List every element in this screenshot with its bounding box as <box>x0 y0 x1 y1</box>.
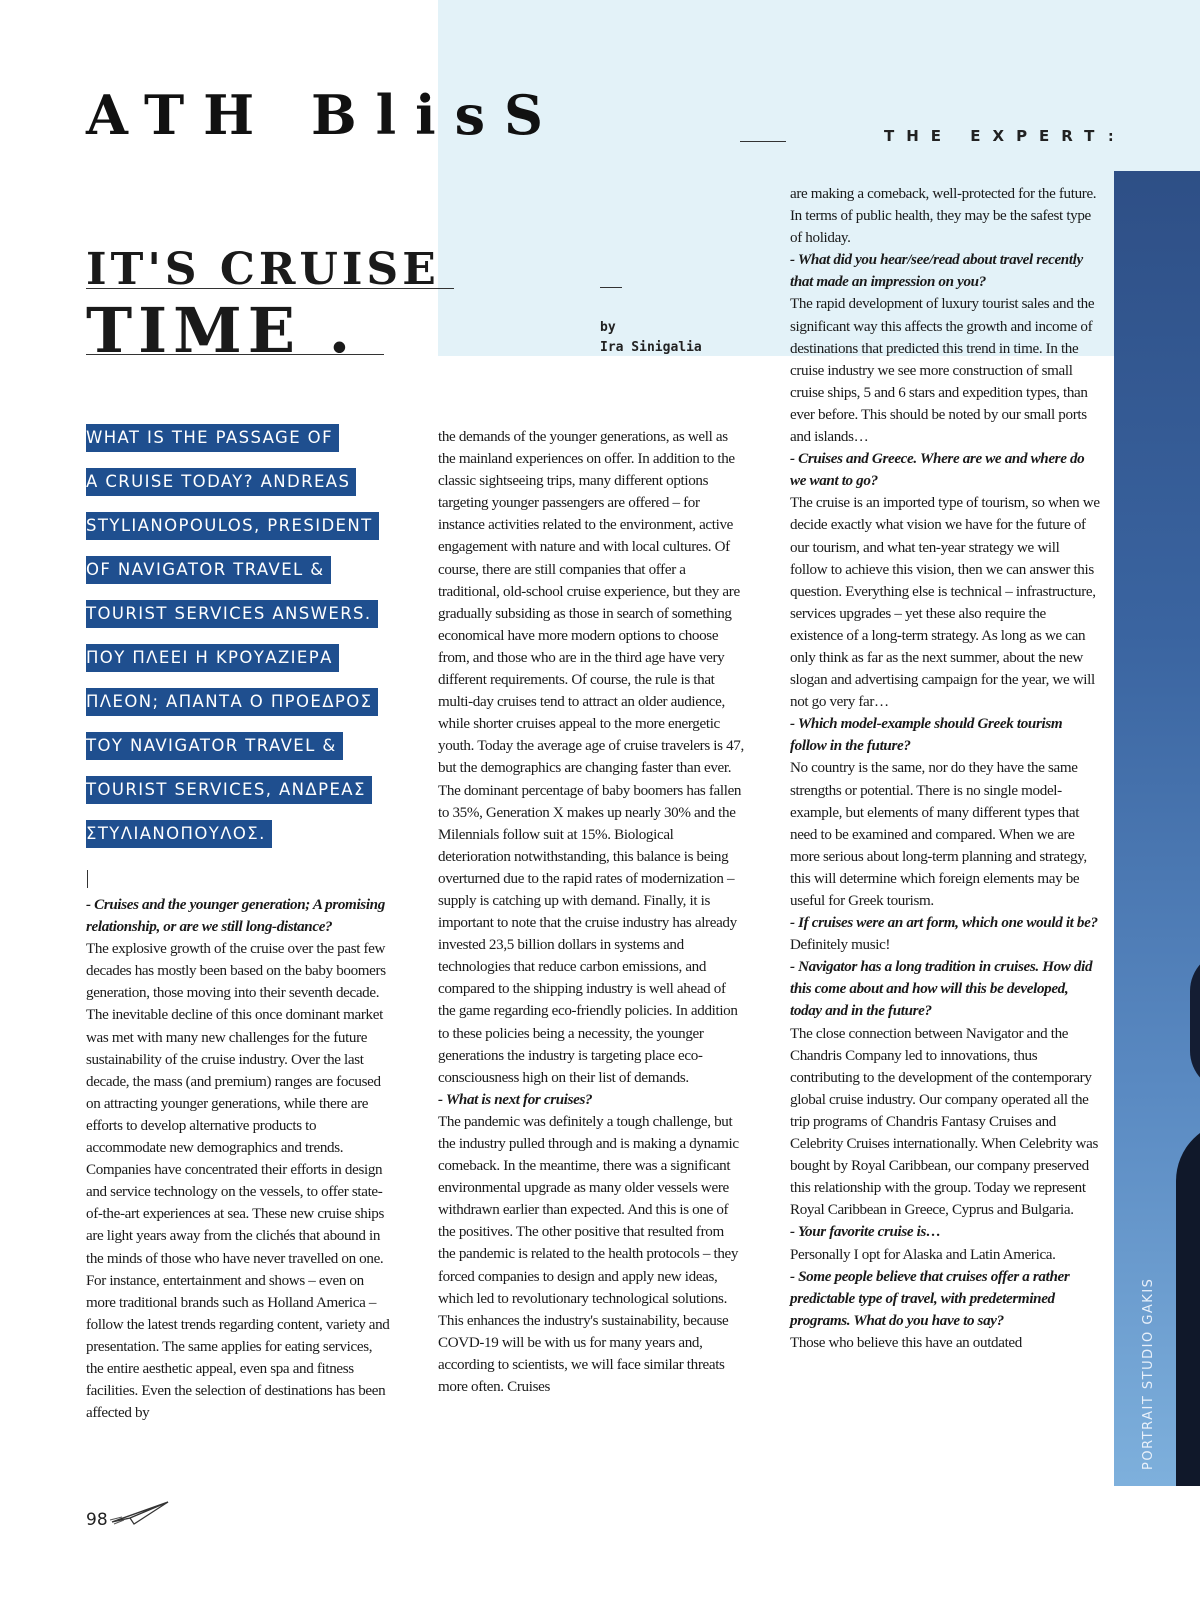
intro-line: ΠΛΕΟΝ; ΑΠΑΝΤΑ Ο ΠΡΟΕΔΡΟΣ <box>86 688 378 716</box>
intro-line: TOURIST SERVICES ANSWERS. <box>86 600 378 628</box>
byline-author: Ira Sinigalia <box>600 340 702 355</box>
title-underline-1 <box>86 288 454 289</box>
section-label: THE EXPERT <box>884 127 1107 145</box>
byline-rule <box>600 287 622 288</box>
portrait-silhouette-body <box>1176 1121 1200 1486</box>
interview-question: - Cruises and Greece. Where are we and where do we want to go? <box>790 451 1085 490</box>
section-colon: : <box>1108 129 1114 145</box>
article-column-1 <box>86 894 392 1424</box>
article-column-3 <box>790 183 1100 1354</box>
interview-answer: the demands of the younger generations, as well as the mainland experiences on offer. In addition to the classic sightseeing trips, many different options targeting younger passengers are offered – for instance activities related to the environment, active engagement with nature and with local cultures. Of course, there are still companies that offer a traditional, old-school cruise experience, but they are gradually subsiding as those in search of something economical have more modern options to choose from, and those who are in the third age have very different requirements. Of course, the rule is that multi-day cruises tend to attract an older audience, while shorter cruises appeal to the more energetic youth. Today the average age of cruise travelers is 47, but the demographics are changing faster than ever. The dominant percentage of baby boomers has fallen to 35%, Generation X makes up nearly 30% and the Milennials follow suit at 15%. Biological deterioration notwithstanding, this balance is being overturned due to the rapid rates of modernization – supply is catching up with demand. Finally, it is important to note that the cruise industry has already invested 23,5 billion dollars in systems and technologies that reduce carbon emissions, and compared to the shipping industry is well ahead of the game regarding eco-friendly policies. In addition to these policies being a necessity, the younger generations the industry is targeting place eco-consciousness high on their list of demands. <box>438 429 744 1086</box>
byline-by: by <box>600 320 616 335</box>
text-cursor-mark <box>87 870 88 888</box>
interview-question: - If cruises were an art form, which one would it be? <box>790 915 1098 932</box>
interview-question: - What did you hear/see/read about travel recently that made an impression on you? <box>790 252 1083 291</box>
article-title-line2: TIME . <box>86 294 357 367</box>
interview-answer: are making a comeback, well-protected for the future. In terms of public health, they may be the safest type of holiday. <box>790 186 1097 247</box>
article-title-line1: IT'S CRUISE <box>86 244 440 295</box>
intro-line: ΣΤΥΛΙΑΝΟΠΟΥΛΟΣ. <box>86 820 272 848</box>
intro-line: A CRUISE TODAY? ANDREAS <box>86 468 356 496</box>
intro-line: OF NAVIGATOR TRAVEL & <box>86 556 331 584</box>
magazine-logo: ATH BlisS <box>86 83 563 147</box>
interview-question: - Your favorite cruise is… <box>790 1224 941 1241</box>
intro-line: ΤΟΥ NAVIGATOR TRAVEL & <box>86 732 343 760</box>
interview-answer: The pandemic was definitely a tough challenge, but the industry pulled through and is making a dynamic comeback. In the meantime, there was a significant environmental upgrade as many older vessels were withdrawn earlier than expected. And this is one of the positives. The other positive that resulted from the pandemic is related to the health protocols – they forced companies to design and apply new ideas, which led to revolutionary technological solutions. This enhances the industry's sustainability, because COVD-19 will be with us for many years and, according to scientists, we will face similar threats more often. Cruises <box>438 1113 739 1396</box>
interview-answer: The explosive growth of the cruise over the past few decades has mostly been based on the baby boomers generation, those moving into their seventh decade. The inevitable decline of this once dominant market was met with many new challenges for the future sustainability of the cruise industry. Over the last decade, the mass (and premium) ranges are focused on attracting younger generations, while there are efforts to develop alternative products to accommodate new demographics and trends. Companies have concentrated their efforts in design and service technology on the vessels, to offer state-of-the-art experiences at sea. These new cruise ships are light years away from the clichés that abound in the minds of those who have never travelled on one. For instance, entertainment and shows – even on more traditional brands such as Holland America – follow the latest trends regarding content, variety and presentation. The same applies for eating services, the entire aesthetic appeal, even spa and fitness facilities. Even the selection of destinations has been affected by <box>86 941 390 1422</box>
section-rule <box>740 141 786 142</box>
interview-answer: The close connection between Navigator and the Chandris Company led to innovations, thus contributing to the development of the contemporary global cruise industry. Our company operated all the trip programs of Chandris Fantasy Cruises and Celebrity Cruises internationally. When Celebrity was bought by Royal Caribbean, our company preserved this relationship with the group. Today we represent Royal Caribbean in Greece, Cyprus and Bulgaria. <box>790 1025 1098 1219</box>
interview-question: - Cruises and the younger generation; A promising relationship, or are we still long-distance? <box>86 897 385 936</box>
intro-line: STYLIANOPOULOS, PRESIDENT <box>86 512 379 540</box>
interview-question: - Navigator has a long tradition in cruises. How did this come about and how will this be developed, today and in the future? <box>790 959 1093 1020</box>
byline <box>600 318 702 358</box>
interview-answer: No country is the same, nor do they have the same strengths or potential. There is no single model-example, but elements of many different types that need to be examined and compared. When we are more serious about long-term planning and strategy, this will determine which foreign elements may be useful for Greek tourism. <box>790 760 1087 909</box>
intro-line: TOURIST SERVICES, ΑΝΔΡΕΑΣ <box>86 776 372 804</box>
interview-question: - Which model-example should Greek tourism follow in the future? <box>790 716 1063 755</box>
portrait-silhouette-head <box>1190 951 1200 1091</box>
intro-highlight-block <box>86 424 386 864</box>
intro-line: ΠΟΥ ΠΛΕΕΙ Η ΚΡΟΥΑΖΙΕΡΑ <box>86 644 339 672</box>
portrait-photo <box>1114 171 1200 1486</box>
article-column-2 <box>438 426 744 1398</box>
interview-answer: The rapid development of luxury tourist sales and the significant way this affects the growth and income of destinations that predicted this trend in time. In the cruise industry we see more construction of small cruise ships, 5 and 6 stars and expedition types, than ever before. This should be noted by our small ports and islands… <box>790 296 1095 446</box>
interview-answer: The cruise is an imported type of tourism, so when we decide exactly what vision we have for the future of our tourism, and what ten-year strategy we will follow to achieve this vision, then we can answer this question. Everything else is technical – infrastructure, services upgrades – yet these also require the existence of a long-term strategy. As long as we can only think as far as the next summer, about the new slogan and advertising campaign for the year, we will not go very far… <box>790 495 1100 711</box>
interview-question: - What is next for cruises? <box>438 1091 593 1108</box>
photo-credit: PORTRAIT STUDIO GAKIS <box>1141 1277 1156 1470</box>
interview-answer: Those who believe this have an outdated <box>790 1334 1022 1351</box>
title-underline-2 <box>86 354 384 355</box>
interview-answer: Definitely music! <box>790 937 891 954</box>
paper-plane-icon <box>108 1500 170 1526</box>
interview-question: - Some people believe that cruises offer a rather predictable type of travel, with predetermined programs. What do you have to say? <box>790 1268 1070 1329</box>
interview-answer: Personally I opt for Alaska and Latin America. <box>790 1246 1056 1263</box>
page-number: 98 <box>86 1510 108 1530</box>
intro-line: WHAT IS THE PASSAGE OF <box>86 424 339 452</box>
